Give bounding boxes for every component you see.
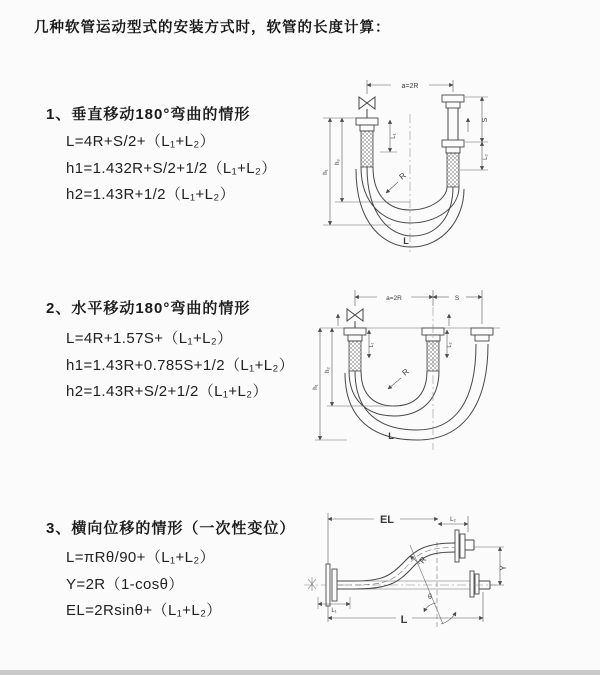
section-2-formula-L: L=4R+1.57S+（L₁+L₂） xyxy=(66,330,233,347)
dim-label-R: R xyxy=(397,170,408,182)
dim-label-L1: L₁ xyxy=(391,133,397,139)
fixed-pipe-flange xyxy=(356,118,378,167)
section-2-formula-h2: h2=1.43R+S/2+1/2（L₁+L₂） xyxy=(66,383,268,400)
dim-label-EL: EL xyxy=(379,514,395,526)
dim-label-L2: L₂ xyxy=(447,342,453,348)
hose-curves xyxy=(345,344,488,440)
dimension-movement xyxy=(460,97,489,170)
section-3-formula-Y: Y=2R（1-cosθ） xyxy=(66,576,184,593)
dim-label-L-total: L xyxy=(403,236,409,246)
dimension-bottom xyxy=(318,592,483,626)
page-title: 几种软管运动型式的安装方式时，软管的长度计算： xyxy=(34,20,391,36)
valve-icon xyxy=(359,97,375,118)
dim-label-L-total: L xyxy=(388,431,394,441)
hose-curve xyxy=(337,543,455,589)
dim-label-h1: h₁ xyxy=(323,169,329,175)
diagram-lateral-displacement xyxy=(300,500,600,665)
moving-pipe-flange xyxy=(442,95,468,187)
dim-label-theta: θ xyxy=(428,594,432,601)
section-1-formula-h2: h2=1.43R+1/2（L₁+L₂） xyxy=(66,186,236,203)
braided-hose-end xyxy=(361,131,373,167)
dim-label-h1: h₁ xyxy=(313,384,319,390)
dim-label-L1: L₁ xyxy=(331,608,337,614)
moving-pipe-flange-pos2 xyxy=(471,328,493,341)
fixed-pipe-flange xyxy=(338,314,366,371)
dimension-span xyxy=(367,80,453,94)
radius-pointer xyxy=(388,367,411,389)
dim-label-R: R xyxy=(400,366,411,378)
braided-hose-end xyxy=(349,341,361,371)
section-1-formula-L: L=4R+S/2+（L₁+L₂） xyxy=(66,133,216,150)
moving-pipe-flange-pos1 xyxy=(422,314,449,371)
diagram-vertical-180-bend xyxy=(305,72,600,257)
fixed-flange xyxy=(326,564,337,606)
dim-label-L2: L₂ xyxy=(450,517,456,523)
dim-label-span: a=2R xyxy=(401,83,419,90)
section-2-heading: 2、水平移动180°弯曲的情形 xyxy=(46,300,251,317)
original-pipe-position xyxy=(340,571,490,597)
dimension-fixed-end xyxy=(380,120,397,152)
dim-label-h2: h₂ xyxy=(325,367,331,373)
braided-hose-end xyxy=(447,153,459,187)
section-2-formula-h1: h1=1.43R+0.785S+1/2（L₁+L₂） xyxy=(66,357,295,374)
angle-construction xyxy=(410,542,456,628)
dim-label-Y: Y xyxy=(499,565,508,571)
displaced-flange xyxy=(455,530,474,562)
section-3-formula-EL: EL=2Rsinθ+（L₁+L₂） xyxy=(66,602,222,619)
section-3-formula-L: L=πRθ/90+（L₁+L₂） xyxy=(66,549,215,566)
diagram-horizontal-180-bend xyxy=(305,282,600,457)
dim-label-L1: L₁ xyxy=(369,342,375,348)
dim-label-L-total: L xyxy=(400,614,408,626)
pipe-break-marker xyxy=(308,577,316,591)
radius-pointer xyxy=(386,171,408,193)
dim-label-L2: L₂ xyxy=(483,154,489,160)
section-3-heading: 3、横向位移的情形（一次性变位） xyxy=(46,520,296,537)
valve-icon xyxy=(347,309,363,328)
dim-label-span: a=2R xyxy=(386,295,402,302)
section-1-formula-h1: h1=1.432R+S/2+1/2（L₁+L₂） xyxy=(66,160,277,177)
dim-label-S: S xyxy=(482,117,489,123)
scan-edge xyxy=(0,670,600,675)
dim-label-R: R xyxy=(417,555,429,566)
section-1-heading: 1、垂直移动180°弯曲的情形 xyxy=(46,106,251,123)
dimension-span xyxy=(355,290,482,324)
dim-label-S: S xyxy=(454,295,460,302)
dim-label-h2: h₂ xyxy=(335,159,341,165)
